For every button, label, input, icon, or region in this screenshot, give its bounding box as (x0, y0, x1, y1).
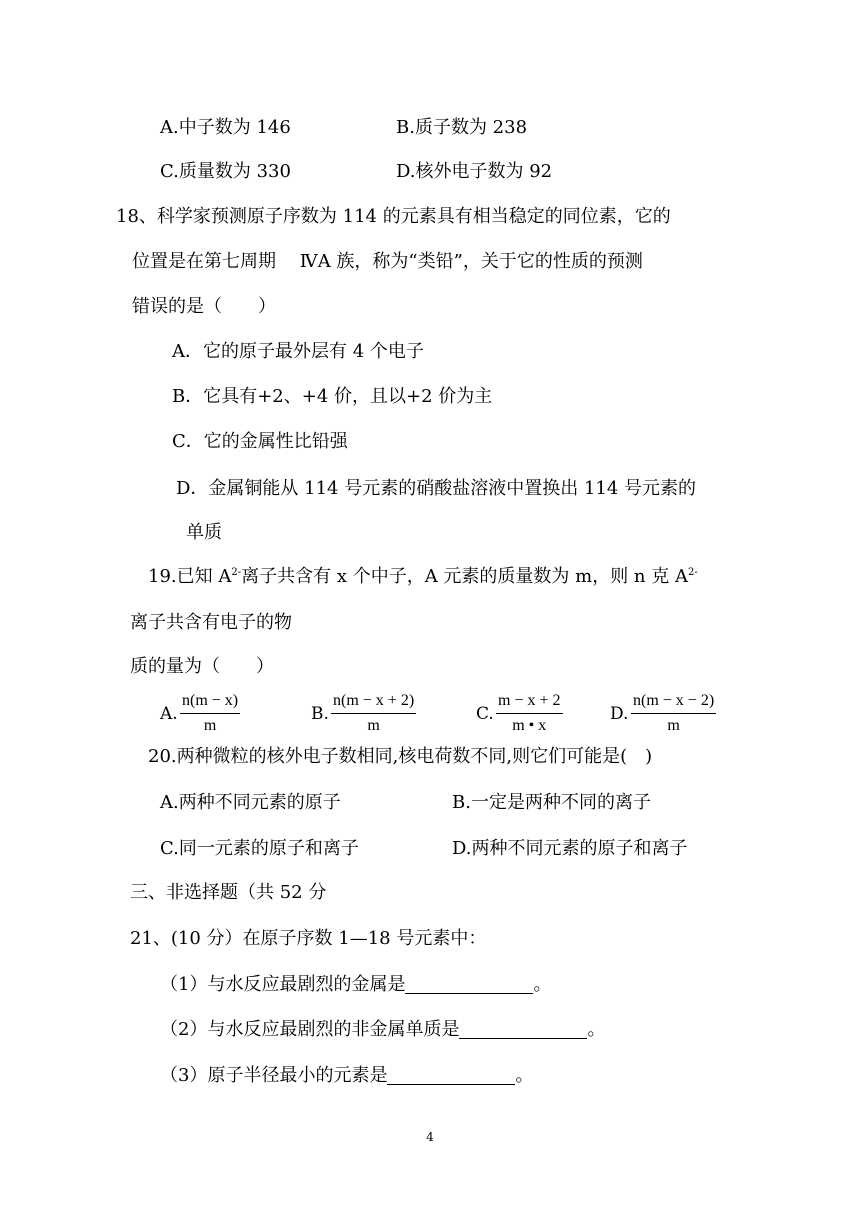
q18-option-b: B．它具有+2、+4 价，且以+2 价为主 (172, 386, 493, 407)
q17-option-a: A.中子数为 146 (160, 117, 291, 138)
q21-part-2-text: （2）与水反应最剧烈的非金属单质是 (160, 1019, 460, 1040)
q18-stem-line1: 18、科学家预测原子序数为 114 的元素具有相当稳定的同位素，它的 (116, 206, 671, 227)
q19-option-a-denominator: m (203, 717, 217, 734)
q18-option-c: C．它的金属性比铅强 (172, 431, 348, 452)
q18-option-a: A．它的原子最外层有 4 个电子 (172, 341, 424, 362)
q19-option-d-label: D. (610, 704, 629, 724)
q20-option-a: A.两种不同元素的原子 (160, 792, 341, 813)
q19-charge-sup2: 2- (687, 567, 698, 578)
q19-option-a-numerator: n(m − x) (180, 692, 240, 714)
page-number: 4 (426, 1130, 434, 1144)
q18-stem-line3: 错误的是（ ） (132, 296, 276, 317)
q21-part-1-end: 。 (533, 974, 552, 995)
q21-part-3-text: （3）原子半径最小的元素是 (160, 1065, 388, 1086)
q19-option-b-denominator: m (367, 717, 380, 734)
q21-part-1-text: （1）与水反应最剧烈的金属是 (160, 974, 406, 995)
q20-option-d: D.两种不同元素的原子和离子 (452, 838, 688, 859)
q17-option-d: D.核外电子数为 92 (396, 161, 553, 182)
q21-part-2 (160, 1020, 605, 1039)
q21-part-3-end: 。 (515, 1065, 534, 1086)
q20-stem: 20.两种微粒的核外电子数相同,核电荷数不同,则它们可能是( ) (148, 746, 653, 767)
q20-option-c: C.同一元素的原子和离子 (160, 838, 359, 859)
q17-option-c: C.质量数为 330 (160, 161, 291, 182)
q18-option-d-line1: D．金属铜能从 114 号元素的硝酸盐溶液中置换出 114 号元素的 (176, 478, 697, 499)
q18-stem-line2: 位置是在第七周期 ⅣA 族，称为“类铅”，关于它的性质的预测 (132, 251, 643, 272)
q19-option-b-label: B. (311, 704, 329, 724)
q19-option-b-numerator: n(m − x + 2) (331, 692, 416, 714)
q21-part-1 (160, 975, 551, 994)
q19-stem-line1 (148, 568, 698, 586)
q19-option-d-fraction (631, 692, 716, 735)
q19-option-a-fraction (180, 692, 240, 735)
q21-part-2-blank[interactable] (459, 1020, 587, 1039)
q19-charge-sup1: 2- (231, 567, 242, 578)
q21-stem: 21、(10 分）在原子序数 1—18 号元素中： (130, 928, 487, 949)
q19-stem-part1: 19.已知 A (148, 566, 232, 587)
q21-part-1-blank[interactable] (405, 975, 533, 994)
q17-option-b: B.质子数为 238 (396, 117, 528, 138)
q19-option-c-fraction (496, 692, 563, 735)
q19-option-d-numerator: n(m − x − 2) (631, 692, 716, 714)
section-3-heading: 三、非选择题（共 52 分 (130, 882, 327, 903)
q19-option-c-numerator: m − x + 2 (496, 692, 563, 714)
q21-part-3 (160, 1066, 533, 1085)
q19-stem-line2: 离子共含有电子的物 (130, 612, 292, 633)
q19-stem-line3: 质的量为（ ） (130, 656, 274, 677)
q19-option-c-label: C. (476, 704, 494, 724)
q19-option-b-fraction (331, 692, 416, 735)
q21-part-2-end: 。 (587, 1019, 606, 1040)
q19-stem-part2: 离子共含有 x 个中子，A 元素的质量数为 m，则 n 克 A (241, 566, 688, 587)
q18-option-d-line2: 单质 (186, 522, 222, 543)
q19-option-a-label: A. (160, 704, 178, 724)
q20-option-b: B.一定是两种不同的离子 (452, 792, 651, 813)
q19-option-d-denominator: m (667, 717, 680, 734)
q21-part-3-blank[interactable] (387, 1066, 515, 1085)
q19-option-c-denominator: m • x (512, 717, 547, 734)
